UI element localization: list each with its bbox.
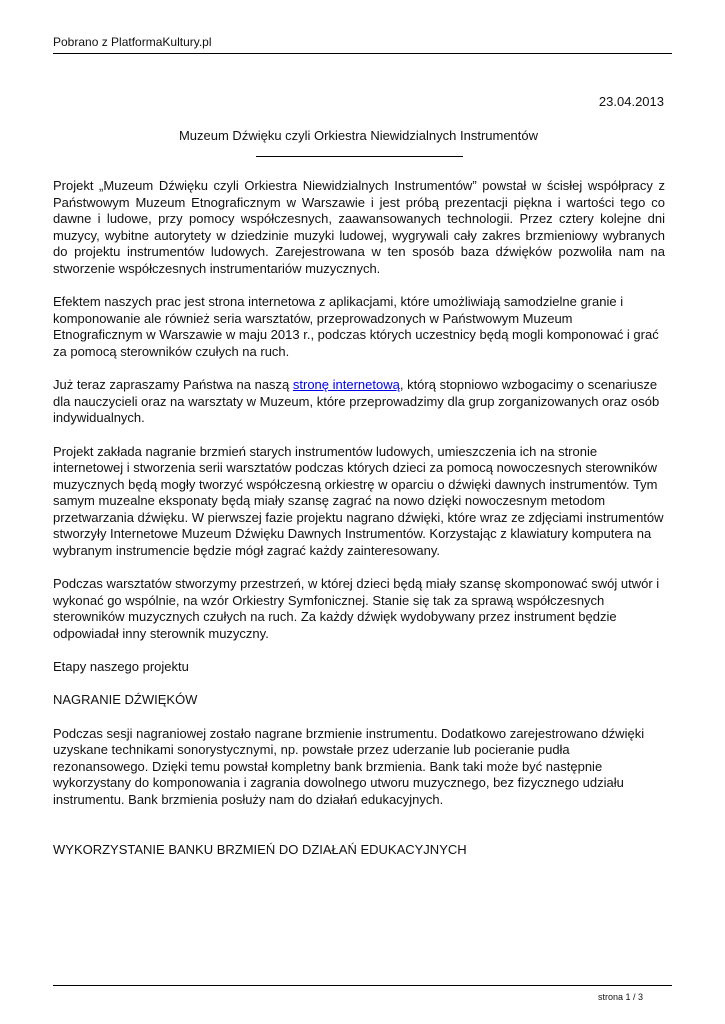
footer-divider [53, 985, 672, 986]
section-recording-heading: NAGRANIE DŹWIĘKÓW [53, 692, 198, 708]
paragraph-project-assumptions: Projekt zakłada nagranie brzmień starych instrumentów ludowych, umieszczenia ich na stronie internetowej i stworzenia serii warsztatów podczas których dzieci za pomocą nowoczesnych sterowników muzycznych będą mogły tworzyć współczesną orkiestrę w oparciu o dźwięki dawnych instrumentów. Tym samym muzealne eksponaty będą miały szansę zagrać na nowo dzięki nowoczesnym metodom przetwarzania dźwięku. W pierwszej fazie projektu nagrano dźwięki, które wraz ze zdjęciami instrumentów stworzyły Internetowe Muzeum Dźwięku Dawnych Instrumentów. Korzystając z klawiatury komputera na wybranym instrumencie będzie mógł zagrać każdy zainteresowany. [53, 443, 664, 559]
header-source: Pobrano z PlatformaKultury.pl [53, 35, 212, 49]
paragraph-intro: Projekt „Muzeum Dźwięku czyli Orkiestra Niewidzialnych Instrumentów” powstał w ścisłej współpracy z Państwowym Muzeum Etnograficznym w Warszawie i jest próbą prezentacji piękna i wartości tego co dawne i ludowe, przy pomocy współczesnych, zaawansowanych technologii. Przez cztery kolejne dni muzycy, wybitne autorytety w dziedzinie muzyki ludowej, wygrywali cały zakres brzmieniowy wybranych do projektu instrumentów ludowych. Zarejestrowana w ten sposób baza dźwięków pozwoliła nam na stworzenie współczesnych instrumentariów muzycznych. [53, 178, 665, 276]
page-title: Muzeum Dźwięku czyli Orkiestra Niewidzialnych Instrumentów [178, 128, 539, 143]
header-divider [53, 53, 672, 54]
page-number: strona 1 / 3 [597, 992, 643, 1002]
paragraph-recording: Podczas sesji nagraniowej zostało nagrane brzmienie instrumentu. Dodatkowo zarejestrowano dźwięki uzyskane technikami sonorystycznymi, np. powstałe przez uderzanie lub pocieranie pudła rezonansowego. Dzięki temu powstał kompletny bank brzmienia. Bank taki może być następnie wykorzystany do komponowania i zagrania dowolnego utworu muzycznego, bez fizycznego udziału instrumentu. Bank brzmienia posłuży nam do działań edukacyjnych. [53, 725, 645, 807]
paragraph-invitation [53, 377, 665, 427]
invitation-text-before: Już teraz zapraszamy Państwa na naszą [53, 377, 293, 393]
paragraph-effects: Efektem naszych prac jest strona internetowa z aplikacjami, które umożliwiają samodzielne granie i komponowanie ale również seria warsztatów, przeprowadzonych w Państwowym Muzeum Etnograficznym w Warszawie w maju 2013 r., podczas których uczestnicy będą mogli komponować i grać za pomocą sterowników czułych na ruch. [53, 294, 659, 359]
section-education-heading: WYKORZYSTANIE BANKU BRZMIEŃ DO DZIAŁAŃ EDUKACYJNYCH [53, 841, 467, 857]
section-stages-heading: Etapy naszego projektu [53, 659, 189, 675]
document-date: 23.04.2013 [598, 94, 664, 109]
title-underline [256, 156, 463, 157]
paragraph-workshops: Podczas warsztatów stworzymy przestrzeń, w której dzieci będą miały szansę skomponować swój utwór i wykonać go wspólnie, na wzór Orkiestry Symfonicznej. Stanie się tak za sprawą współczesnych sterowników muzycznych czułych na ruch. Za każdy dźwięk wydobywany przez instrument będzie odpowiadał inny sterownik muzyczny. [53, 576, 660, 642]
invitation-text-after: , którą stopniowo wzbogacimy o scenariusze dla nauczycieli oraz na warsztaty w Muzeum, które przeprowadzimy dla grup zorganizowanych oraz osób indywidualnych. [53, 377, 660, 426]
website-link[interactable]: stronę internetową [292, 377, 400, 393]
article-body [53, 178, 665, 875]
